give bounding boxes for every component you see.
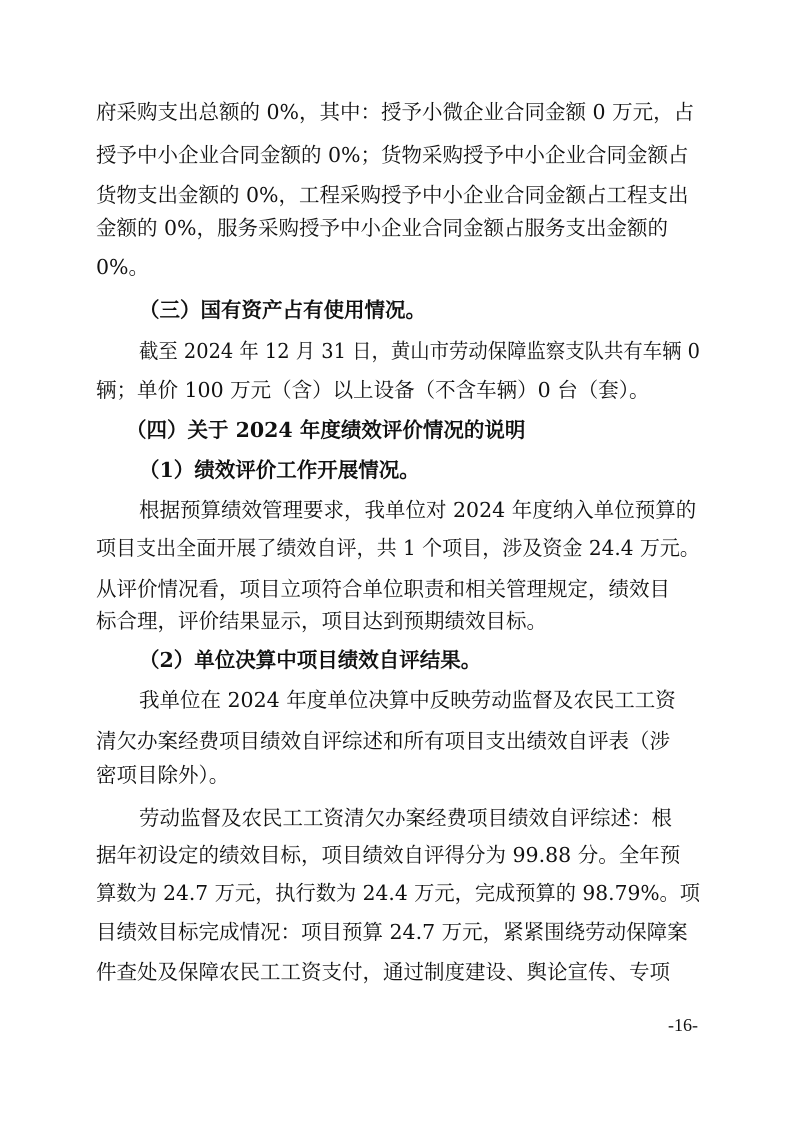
text-line: 据年初设定的绩效目标，项目绩效自评得分为 99.88 分。全年预 — [96, 843, 681, 867]
text-line: 标合理，评价结果显示，项目达到预期绩效目标。 — [96, 609, 547, 633]
text-line: 我单位在 2024 年度单位决算中反映劳动监督及农民工工资 — [139, 688, 676, 712]
section-heading: （三）国有资产占有使用情况。 — [139, 298, 426, 322]
subsection-heading: （2）单位决算中项目绩效自评结果。 — [139, 648, 482, 672]
section-heading: （四）关于 2024 年度绩效评价情况的说明 — [126, 418, 526, 442]
subsection-heading: （1）绩效评价工作开展情况。 — [139, 458, 420, 482]
text-line: 件查处及保障农民工工资支付，通过制度建设、舆论宣传、专项 — [96, 960, 670, 984]
text-line: 劳动监督及农民工工资清欠办案经费项目绩效自评综述：根 — [139, 806, 672, 830]
text-line: 目绩效目标完成情况：项目预算 24.7 万元，紧紧围绕劳动保障案 — [96, 920, 688, 944]
text-line: 货物支出金额的 0%，工程采购授予中小企业合同金额占工程支出 — [96, 183, 689, 207]
text-line: 清欠办案经费项目绩效自评综述和所有项目支出绩效自评表（涉 — [96, 729, 670, 753]
text-line: 0%。 — [96, 255, 150, 279]
text-line: 授予中小企业合同金额的 0%；货物采购授予中小企业合同金额占 — [96, 143, 689, 167]
text-line: 算数为 24.7 万元，执行数为 24.4 万元，完成预算的 98.79%。项 — [96, 881, 701, 905]
text-line: 辆；单价 100 万元（含）以上设备（不含车辆）0 台（套）。 — [96, 378, 650, 402]
page-number: -16- — [668, 1015, 698, 1035]
text-line: 从评价情况看，项目立项符合单位职责和相关管理规定，绩效目 — [96, 577, 670, 601]
text-line: 根据预算绩效管理要求，我单位对 2024 年度纳入单位预算的 — [139, 498, 697, 522]
text-line: 截至 2024 年 12 月 31 日，黄山市劳动保障监察支队共有车辆 0 — [139, 339, 700, 363]
text-line: 金额的 0%，服务采购授予中小企业合同金额占服务支出金额的 — [96, 216, 669, 240]
text-line: 项目支出全面开展了绩效自评，共 1 个项目，涉及资金 24.4 万元。 — [96, 536, 700, 560]
text-line: 府采购支出总额的 0%，其中：授予小微企业合同金额 0 万元，占 — [96, 100, 695, 124]
text-line: 密项目除外）。 — [96, 763, 230, 787]
